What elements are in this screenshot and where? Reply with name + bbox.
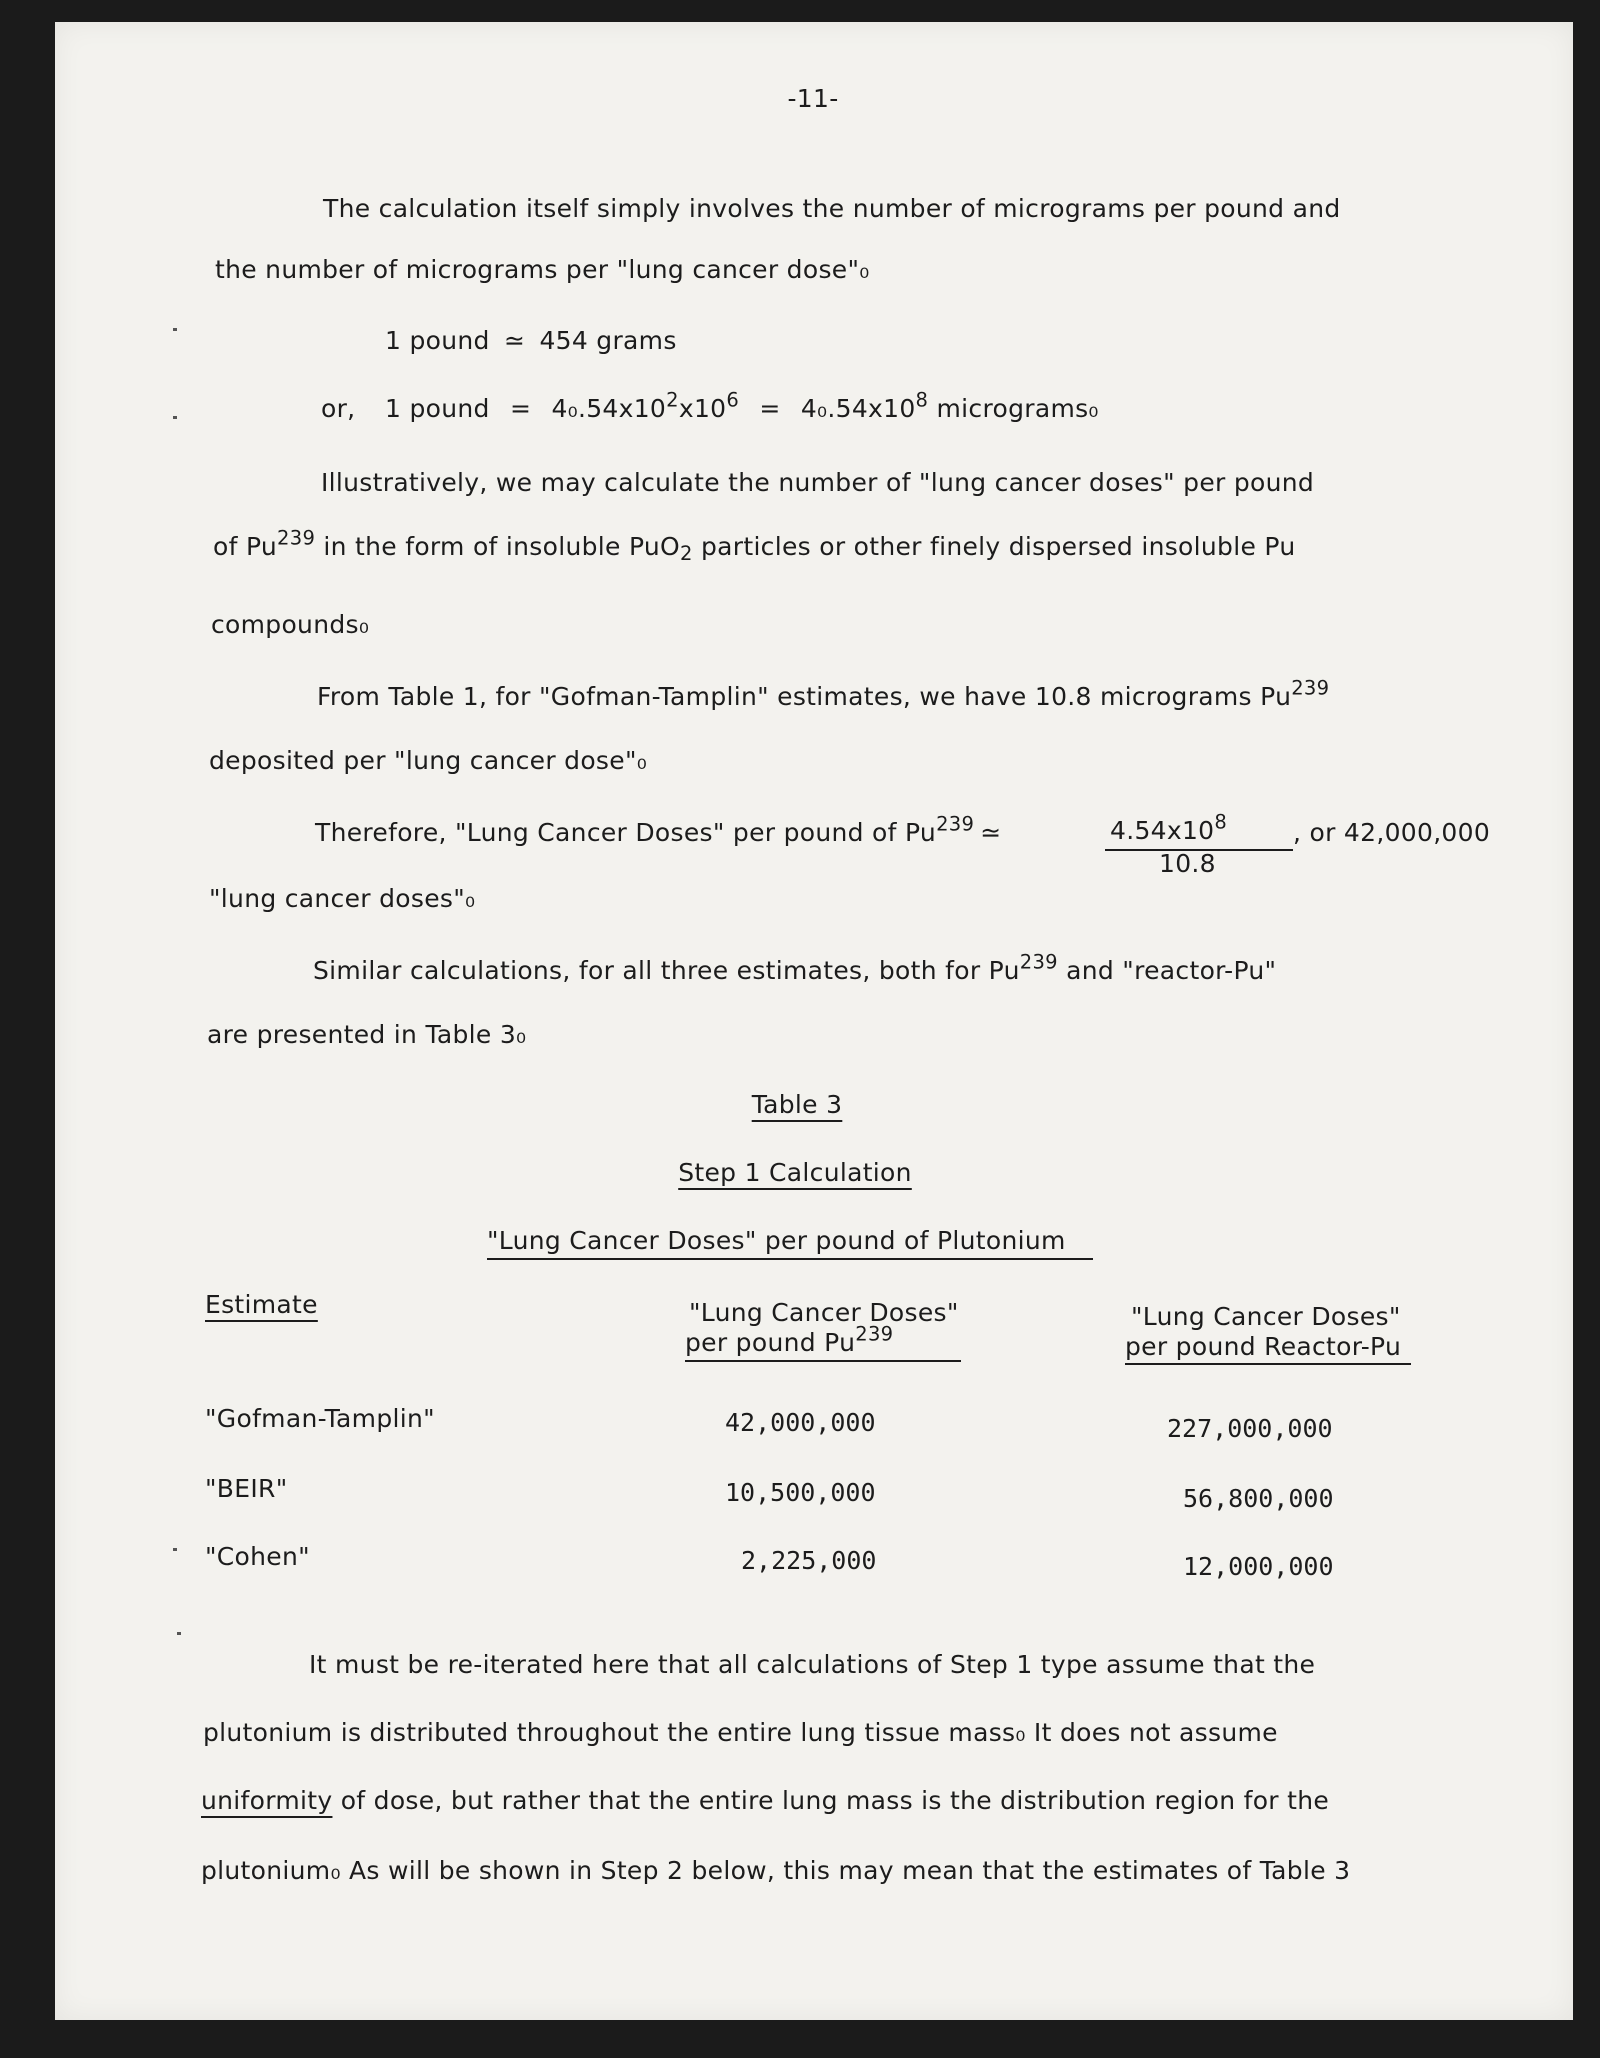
paragraph-6-line-1: It must be re-iterated here that all calculations of Step 1 type assume that the [309,1650,1316,1679]
paragraph-3-superscript: 239 [1291,676,1330,700]
table-header-pu239-superscript: 239 [855,1322,894,1346]
paragraph-2-line-2 [213,526,1296,565]
pu-isotope-superscript: 239 [277,526,316,550]
paragraph-6-line-2: plutonium is distributed throughout the entire lung tissue mass₀ It does not assume [203,1718,1278,1747]
equation-2 [385,388,1099,423]
document-body [55,22,1573,2020]
uniformity-underlined: uniformity [201,1786,333,1815]
paragraph-4-operator: ≃ [980,818,1002,847]
paragraph-5-line-1-a: Similar calculations, for all three estimates, both for Pu [313,956,1020,985]
equation-2-equals: = [509,394,532,423]
margin-mark [173,328,177,331]
paragraph-3-line-1-a: From Table 1, for "Gofman-Tamplin" estimates, we have 10.8 micrograms Pu [317,682,1292,711]
table-row-2-estimate: "BEIR" [205,1474,288,1503]
puo2-subscript: 2 [680,541,693,565]
paragraph-3-line-2: deposited per "lung cancer dose"₀ [209,746,648,775]
table-row-3-pu239: 2,225,000 [741,1546,877,1575]
table-header-reactor-line-1: "Lung Cancer Doses" [1131,1302,1401,1331]
fraction-denominator: 10.8 [1159,849,1216,878]
paragraph-1-line-2: the number of micrograms per "lung cancer dose"₀ [215,255,870,284]
equation-2-equals-2: = [759,394,781,423]
table-row-1-pu239: 42,000,000 [725,1408,876,1437]
paragraph-6-line-4: plutonium₀ As will be shown in Step 2 below, this may mean that the estimates of Table 3 [201,1856,1351,1885]
equation-2-unit: micrograms₀ [936,394,1099,423]
table-row-1-reactor: 227,000,000 [1167,1414,1333,1443]
paragraph-2-line-1: Illustratively, we may calculate the number of "lung cancer doses" per pound [321,468,1315,497]
equation-1-value: 454 grams [539,326,677,355]
equation-1-label: 1 pound [385,326,490,355]
equation-2-term-c-exponent: 8 [915,388,929,412]
table-header-reactor-underline [1125,1363,1411,1365]
paragraph-5-line-2: are presented in Table 3₀ [207,1020,527,1049]
page-number: -11- [787,84,839,113]
table-row-2-reactor: 56,800,000 [1183,1484,1334,1513]
equation-2-prefix: or, [321,394,356,423]
table-caption: "Lung Cancer Doses" per pound of Plutonium [487,1226,1066,1255]
paragraph-1-line-1: The calculation itself simply involves the number of micrograms per pound and [323,194,1341,223]
table-header-reactor-line-2: per pound Reactor-Pu [1125,1332,1402,1361]
paragraph-2-line-3: compounds₀ [211,610,370,639]
equation-2-term-b-exponent: 6 [726,388,740,412]
paragraph-3-line-1 [317,676,1330,711]
margin-mark [177,1632,181,1635]
table-title: Table 3 [751,1090,843,1119]
equation-2-term-a-exponent: 2 [666,388,679,412]
paragraph-5-line-1-b: and "reactor-Pu" [1066,956,1277,985]
paragraph-6-line-3-b: of dose, but rather that the entire lung mass is the distribution region for the [332,1786,1330,1815]
table-caption-underline [487,1258,1093,1260]
paragraph-4-line-1 [315,812,1002,847]
equation-2-label: 1 pound [385,394,490,423]
margin-mark [173,1548,177,1551]
table-row-3-reactor: 12,000,000 [1183,1552,1334,1581]
paragraph-4-line-1-a: Therefore, "Lung Cancer Doses" per pound of Pu [315,818,937,847]
paragraph-4-line-1-b: , or 42,000,000 [1293,818,1491,847]
equation-2-term-b: x10 [678,394,727,423]
margin-mark [173,416,177,419]
paragraph-4-line-2: "lung cancer doses"₀ [209,884,476,913]
table-header-pu239-text: per pound Pu [685,1328,856,1357]
equation-1-operator: ≃ [503,326,526,355]
paragraph-6-line-3 [201,1786,1329,1815]
paragraph-2-line-2-b: in the form of insoluble PuO [323,532,680,561]
paragraph-2-line-2-a: of Pu [213,532,278,561]
equation-2-term-c: 4₀.54x10 [800,394,916,423]
table-header-pu239-line-1: "Lung Cancer Doses" [689,1298,959,1327]
fraction-numerator-exponent: 8 [1214,810,1228,834]
table-row-2-pu239: 10,500,000 [725,1478,876,1507]
paragraph-5-line-1 [313,950,1277,985]
table-row-3-estimate: "Cohen" [205,1542,310,1571]
paragraph-5-superscript: 239 [1019,950,1058,974]
paragraph-2-line-2-c: particles or other finely dispersed insoluble Pu [700,532,1296,561]
table-subtitle: Step 1 Calculation [678,1158,912,1187]
paragraph-4-superscript: 239 [936,812,975,836]
document-page [55,22,1573,2020]
table-header-estimate: Estimate [205,1290,318,1319]
table-header-pu239-line-2 [685,1322,894,1357]
equation-2-term-a: 4₀.54x10 [551,394,667,423]
equation-1 [385,326,677,355]
fraction-numerator-text: 4.54x10 [1110,816,1215,845]
table-header-pu239-underline [685,1360,961,1362]
fraction-numerator [1110,810,1228,845]
table-row-1-estimate: "Gofman-Tamplin" [205,1404,435,1433]
